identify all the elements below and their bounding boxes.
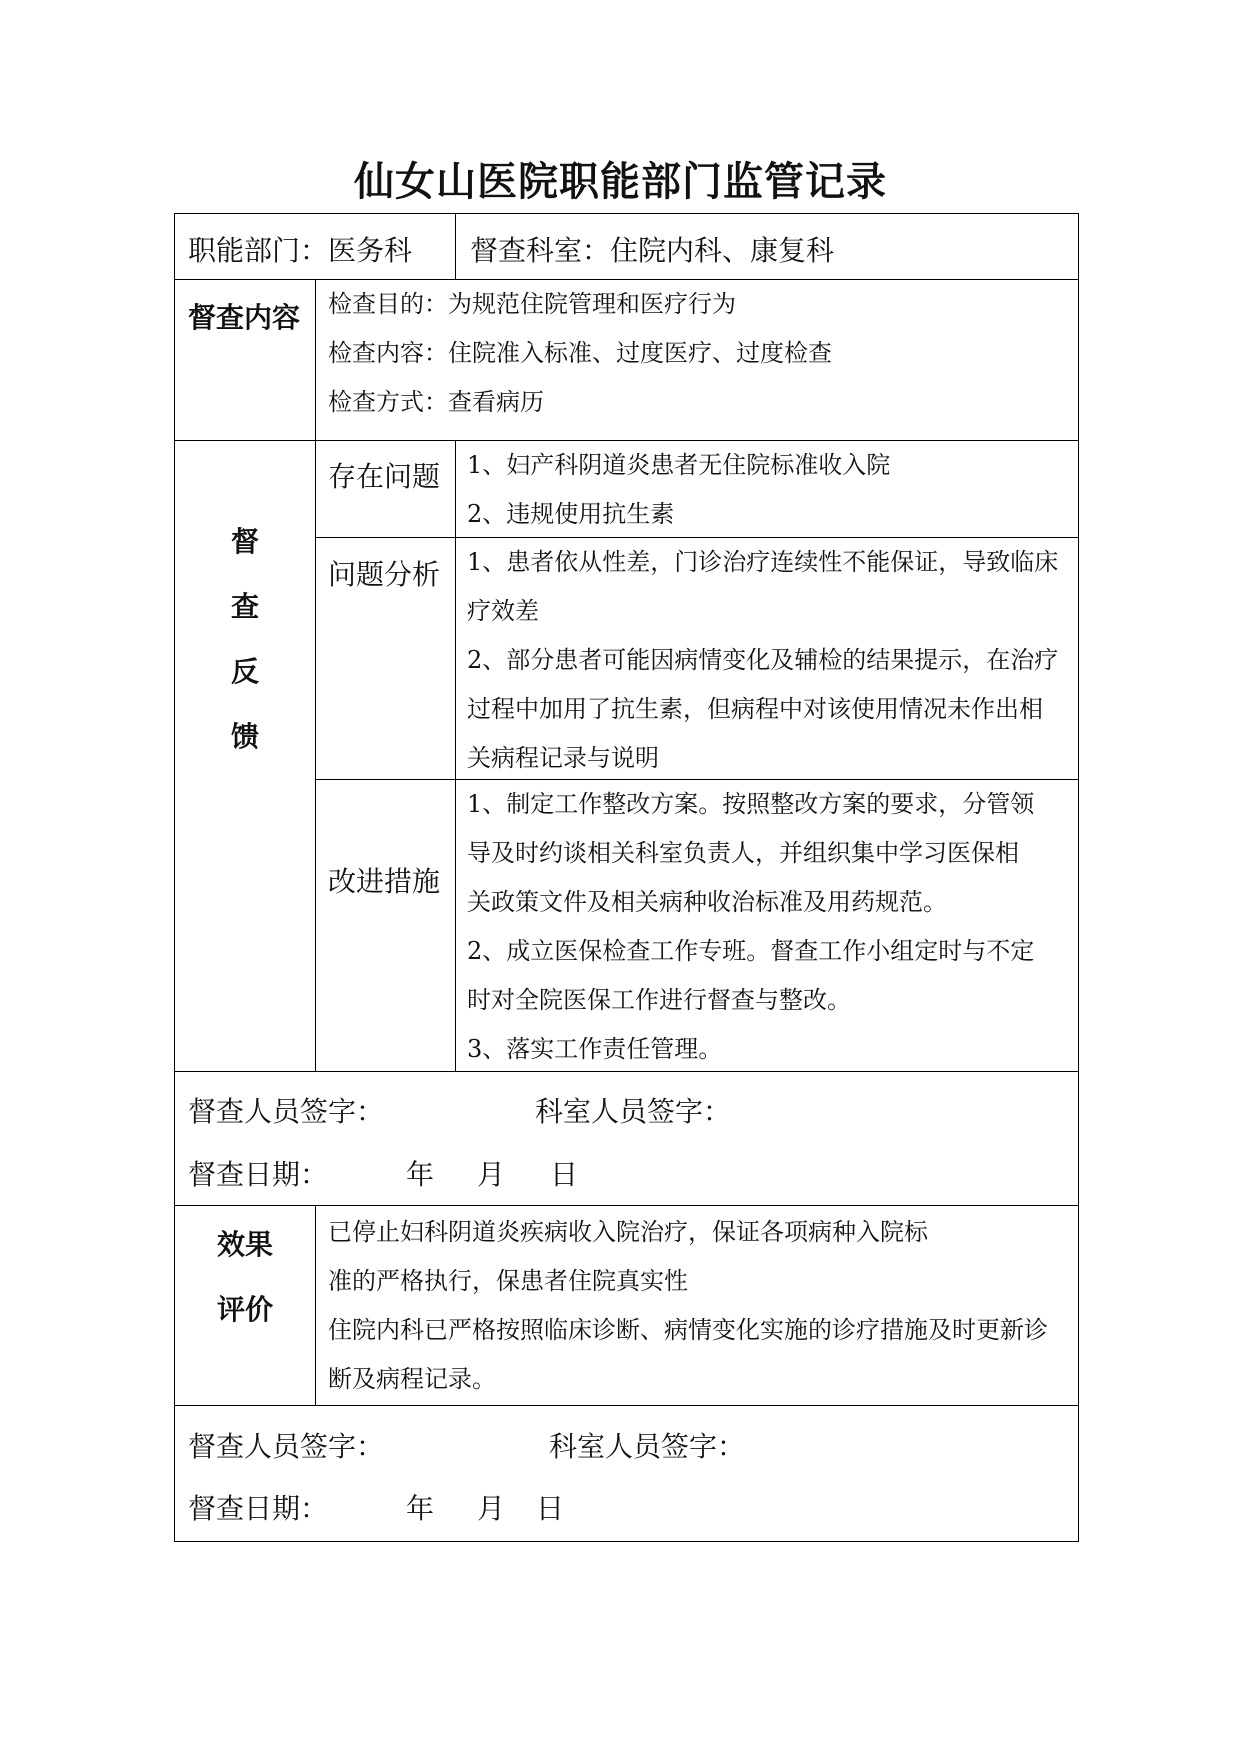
analysis-line: 疗效差 (467, 597, 539, 625)
feedback-label-char: 查 (231, 590, 260, 623)
date-day: 日 (550, 1158, 579, 1191)
column-divider (315, 1205, 316, 1405)
feedback-label-char: 馈 (231, 720, 260, 753)
evaluation-line: 准的严格执行，保患者住院真实性 (328, 1267, 688, 1295)
evaluation-label-line: 评价 (217, 1293, 274, 1326)
evaluation-label-line: 效果 (217, 1228, 274, 1261)
evaluation-line: 住院内科已严格按照临床诊断、病情变化实施的诊疗措施及时更新诊 (328, 1316, 1048, 1344)
measure-line: 2、成立医保检查工作专班。督查工作小组定时与不定 (467, 937, 1035, 965)
row-divider (174, 1205, 1079, 1206)
evaluation-lines (328, 1208, 1048, 1404)
department-staff-signature-label: 科室人员签字： (549, 1430, 746, 1463)
inspection-date-label: 督查日期： (188, 1492, 329, 1525)
department-staff-signature-label: 科室人员签字： (535, 1095, 732, 1128)
date-month: 月 (477, 1158, 506, 1191)
analysis-line: 过程中加用了抗生素，但病程中对该使用情况未作出相 (467, 695, 1043, 723)
inspection-date-label: 督查日期： (188, 1158, 329, 1191)
improvement-measures-label: 改进措施 (328, 865, 441, 898)
analysis-line: 2、部分患者可能因病情变化及辅检的结果提示，在治疗 (467, 646, 1059, 674)
improvement-measures-lines (467, 780, 1034, 1074)
inspection-purpose: 检查目的：为规范住院管理和医疗行为 (328, 290, 736, 318)
inspection-content-label: 督查内容 (188, 301, 301, 334)
date-month: 月 (477, 1492, 506, 1525)
date-year: 年 (406, 1158, 435, 1191)
row-divider (174, 1405, 1079, 1406)
page-title: 仙女山医院职能部门监管记录 (354, 159, 887, 205)
measure-line: 时对全院医保工作进行督查与整改。 (467, 986, 851, 1014)
measure-line: 关政策文件及相关病种收治标准及用药规范。 (467, 888, 947, 916)
column-divider (455, 213, 456, 279)
inspector-signature-label: 督查人员签字： (188, 1430, 385, 1463)
problem-item: 2、违规使用抗生素 (467, 500, 675, 528)
column-divider (315, 279, 316, 1071)
evaluation-line: 断及病程记录。 (328, 1365, 496, 1393)
date-day: 日 (536, 1492, 565, 1525)
inspection-method: 检查方式：查看病历 (328, 388, 544, 416)
analysis-line: 关病程记录与说明 (467, 744, 659, 772)
existing-problems-lines (467, 441, 890, 539)
evaluation-line: 已停止妇科阴道炎疾病收入院治疗，保证各项病种入院标 (328, 1218, 928, 1246)
problem-analysis-lines (467, 538, 1058, 783)
department-field: 职能部门：医务科 (188, 234, 413, 267)
measure-line: 导及时约谈相关科室负责人，并组织集中学习医保相 (467, 839, 1019, 867)
feedback-label-char: 督 (231, 525, 260, 558)
inspected-department-field: 督查科室：住院内科、康复科 (470, 234, 835, 267)
inspection-scope: 检查内容：住院准入标准、过度医疗、过度检查 (328, 339, 832, 367)
problem-item: 1、妇产科阴道炎患者无住院标准收入院 (467, 451, 891, 479)
inspection-content-lines (328, 280, 832, 427)
problem-analysis-label: 问题分析 (328, 558, 441, 591)
column-divider (455, 440, 456, 1071)
measure-line: 1、制定工作整改方案。按照整改方案的要求，分管领 (467, 790, 1035, 818)
feedback-label-char: 反 (231, 655, 260, 688)
inspector-signature-label: 督查人员签字： (188, 1095, 385, 1128)
analysis-line: 1、患者依从性差，门诊治疗连续性不能保证，导致临床 (467, 548, 1059, 576)
existing-problems-label: 存在问题 (328, 460, 441, 493)
measure-line: 3、落实工作责任管理。 (467, 1035, 723, 1063)
date-year: 年 (406, 1492, 435, 1525)
